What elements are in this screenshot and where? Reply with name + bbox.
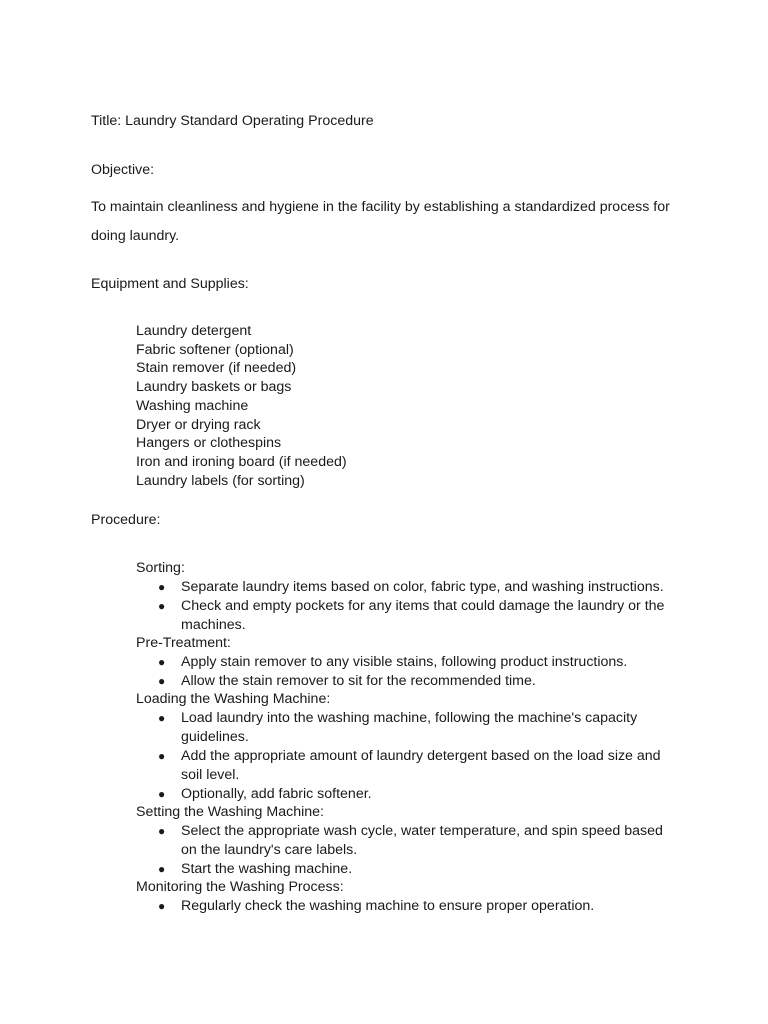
- procedure-bullet: Regularly check the washing machine to ensure proper operation.: [181, 898, 595, 914]
- procedure-bullet: Add the appropriate amount of laundry detergent based on the load size and soil level.: [181, 748, 661, 783]
- procedure-bullet: Apply stain remover to any visible stains, following product instructions.: [181, 654, 628, 670]
- bullet-icon: ●: [158, 674, 166, 688]
- bullet-icon: ●: [158, 599, 166, 613]
- bullet-icon: ●: [158, 862, 166, 876]
- equipment-item: Hangers or clothespins: [136, 435, 282, 451]
- procedure-bullet: Load laundry into the washing machine, following the machine's capacity guidelines.: [181, 710, 638, 745]
- equipment-item: Laundry labels (for sorting): [136, 473, 305, 489]
- equipment-item: Dryer or drying rack: [136, 417, 261, 433]
- objective-heading: Objective:: [91, 162, 155, 178]
- bullet-icon: ●: [158, 899, 166, 913]
- procedure-step-title: Monitoring the Washing Process:: [136, 879, 344, 895]
- procedure-step-title: Sorting:: [136, 560, 185, 576]
- equipment-item: Iron and ironing board (if needed): [136, 454, 347, 470]
- procedure-step-title: Setting the Washing Machine:: [136, 804, 324, 820]
- procedure-bullet: Allow the stain remover to sit for the recommended time.: [181, 673, 536, 689]
- bullet-icon: ●: [158, 824, 166, 838]
- equipment-item: Laundry detergent: [136, 323, 252, 339]
- equipment-item: Fabric softener (optional): [136, 342, 294, 358]
- bullet-icon: ●: [158, 655, 166, 669]
- objective-text-line-1: To maintain cleanliness and hygiene in the facility by establishing a standardized process for: [91, 199, 670, 215]
- equipment-item: Laundry baskets or bags: [136, 379, 292, 395]
- bullet-icon: ●: [158, 580, 166, 594]
- procedure-step-title: Loading the Washing Machine:: [136, 691, 331, 707]
- bullet-icon: ●: [158, 711, 166, 725]
- objective-text-line-2: doing laundry.: [91, 228, 180, 244]
- procedure-heading: Procedure:: [91, 512, 161, 528]
- procedure-bullet: Select the appropriate wash cycle, water temperature, and spin speed based on the laundry's care labels.: [181, 823, 663, 858]
- equipment-item: Washing machine: [136, 398, 249, 414]
- bullet-icon: ●: [158, 787, 166, 801]
- equipment-item: Stain remover (if needed): [136, 360, 297, 376]
- equipment-heading: Equipment and Supplies:: [91, 276, 249, 292]
- procedure-bullet: Start the washing machine.: [181, 861, 353, 877]
- procedure-bullet: Check and empty pockets for any items that could damage the laundry or the machines.: [181, 598, 665, 633]
- bullet-icon: ●: [158, 749, 166, 763]
- procedure-step-title: Pre-Treatment:: [136, 635, 231, 651]
- document-title: Title: Laundry Standard Operating Procedure: [91, 113, 374, 129]
- procedure-bullet: Optionally, add fabric softener.: [181, 786, 372, 802]
- procedure-bullet: Separate laundry items based on color, fabric type, and washing instructions.: [181, 579, 664, 595]
